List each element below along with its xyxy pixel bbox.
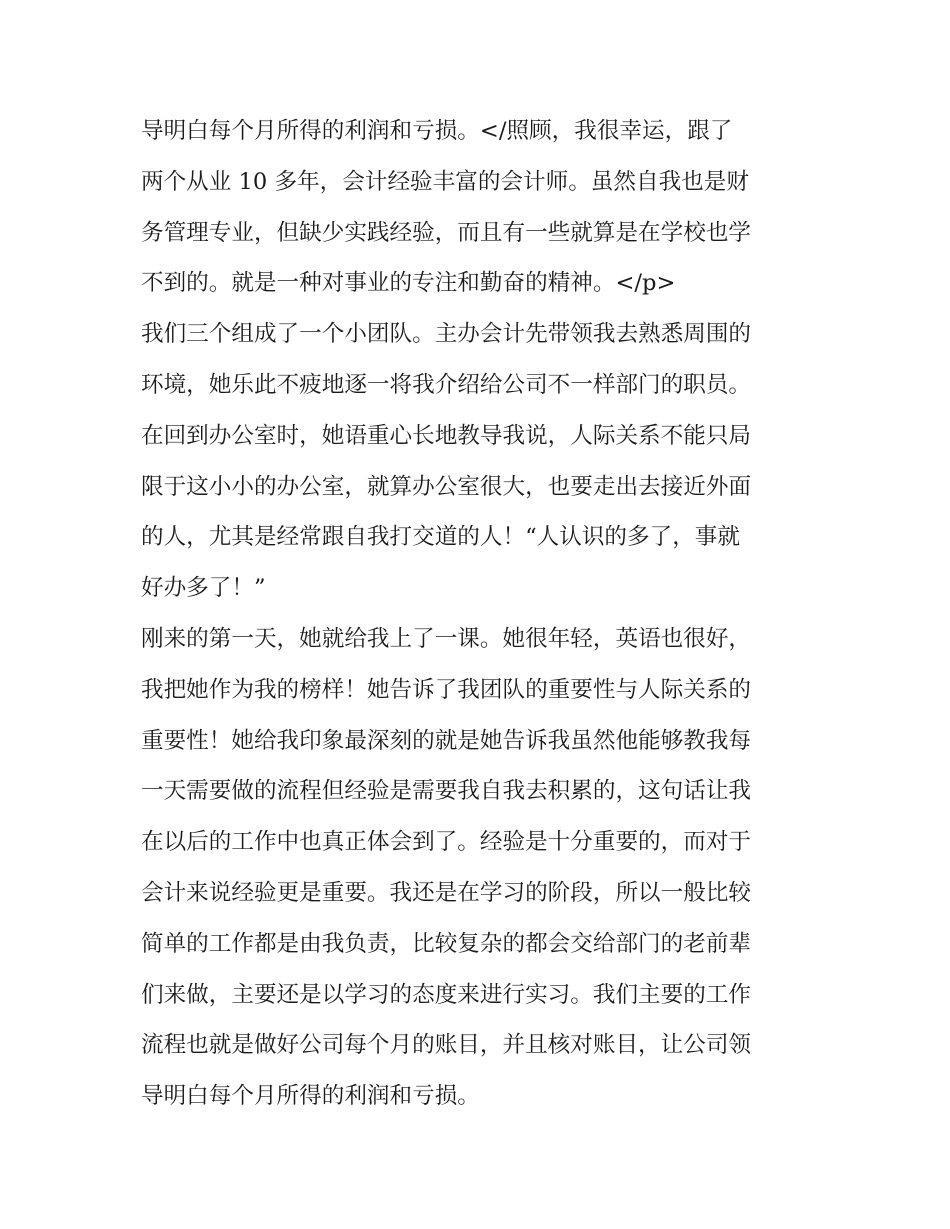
- text-line: 导明白每个月所得的利润和亏损。</照顾，我很幸运，跟了: [141, 118, 733, 144]
- text-line: 限于这小小的办公室，就算办公室很大，也要走出去接近外面: [141, 473, 752, 500]
- text-line: 在回到办公室时，她语重心长地教导我说，人际关系不能只局: [141, 422, 752, 449]
- text-line: 在以后的工作中也真正体会到了。经验是十分重要的，而对于: [141, 829, 752, 856]
- text-line: 我把她作为我的榜样！她告诉了我团队的重要性与人际关系的: [141, 676, 752, 703]
- text-line: 两个从业 10 多年，会计经验丰富的会计师。虽然自我也是财: [141, 168, 749, 195]
- text-line: 简单的工作都是由我负责，比较复杂的都会交给部门的老前辈: [141, 930, 752, 957]
- text-line: 们来做，主要还是以学习的态度来进行实习。我们主要的工作: [141, 981, 752, 1008]
- text-line: 一天需要做的流程但经验是需要我自我去积累的，这句话让我: [141, 778, 752, 805]
- text-line: 务管理专业，但缺少实践经验，而且有一些就算是在学校也学: [141, 219, 752, 246]
- text-line: 好办多了！”: [141, 575, 266, 602]
- text-line: 重要性！她给我印象最深刻的就是她告诉我虽然他能够教我每: [141, 727, 752, 754]
- text-line: 刚来的第一天，她就给我上了一课。她很年轻，英语也很好，: [141, 625, 752, 652]
- text-line: 环境，她乐此不疲地逐一将我介绍给公司不一样部门的职员。: [141, 371, 752, 398]
- text-line: 流程也就是做好公司每个月的账目，并且核对账目，让公司领: [141, 1032, 752, 1059]
- text-line: 导明白每个月所得的利润和亏损。: [141, 1083, 480, 1110]
- text-line: 我们三个组成了一个小团队。主办会计先带领我去熟悉周围的: [141, 321, 752, 348]
- text-line: 的人，尤其是经常跟自我打交道的人！“人认识的多了，事就: [141, 524, 740, 551]
- text-line: 会计来说经验更是重要。我还是在学习的阶段，所以一般比较: [141, 879, 752, 906]
- body-text: [141, 106, 813, 1122]
- text-line: 不到的。就是一种对事业的专注和勤奋的精神。</p>: [141, 270, 676, 297]
